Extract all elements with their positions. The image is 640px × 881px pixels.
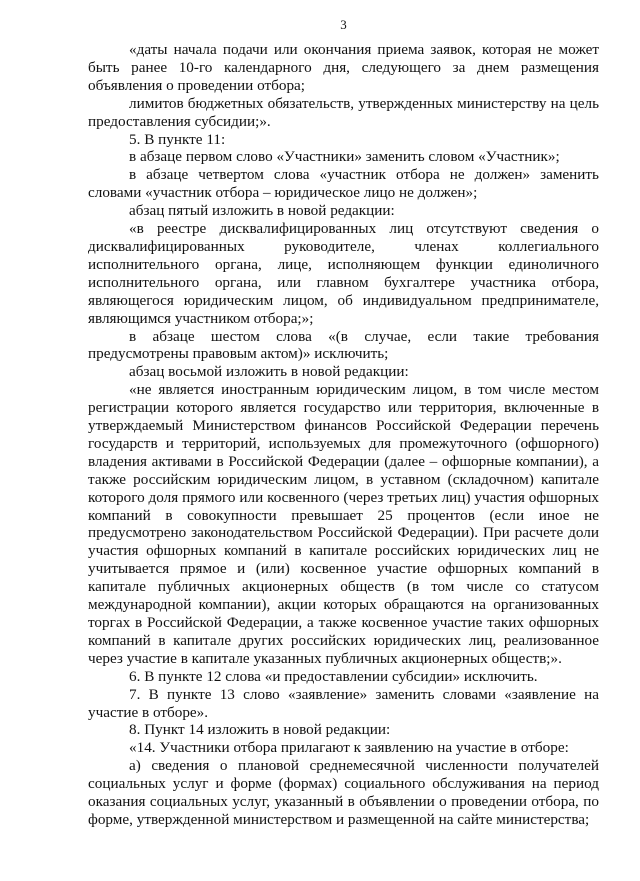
paragraph-2: лимитов бюджетных обязательств, утвержденных министерству на цель предоставления субсидии;».: [88, 94, 599, 130]
paragraph-7: «в реестре дисквалифицированных лиц отсутствуют сведения о дисквалифицированных руководителе, членах коллегиального исполнительного органа, лице, исполняющем функции единоличного исполнительного органа, или главном бухгалтере участника отбора, являющегося юридическим лицом, об индивидуальном предпринимателе, являющимся участником отбора;»;: [88, 220, 599, 327]
paragraph-6: абзац пятый изложить в новой редакции:: [129, 202, 395, 220]
paragraph-3: 5. В пункте 11:: [129, 130, 226, 148]
paragraph-8: в абзаце шестом слова «(в случае, если такие требования предусмотрены правовым актом)» исключить;: [88, 327, 599, 363]
paragraph-15: а) сведения о плановой среднемесячной численности получателей социальных услуг и форме (формах) социального обслуживания на период оказания социальных услуг, указанный в объявлении о проведении отбора, по форме, утвержденной министерством и размещенной на сайте министерства;: [88, 757, 599, 828]
paragraph-10: «не является иностранным юридическим лицом, в том числе местом регистрации которого является государство или территория, включенные в утверждаемый Министерством финансов Российской Федерации перечень государств и территорий, используемых для промежуточного (офшорного) владения активами в Российской Федерации (далее – офшорные компании), а также российским юридическим лицом, в уставном (складочном) капитале которого доля прямого или косвенного (через третьих лиц) участия офшорных компаний в совокупности превышает 25 процентов (если иное не предусмотрено законодательством Российской Федерации). При расчете доли участия офшорных компаний в капитале российских юридических лиц не учитывается прямое и (или) косвенное участие офшорных компаний в капитале публичных акционерных обществ (в том числе со статусом международной компании), акции которых обращаются на организованных торгах в Российской Федерации, а также косвенное участие таких офшорных компаний в капитале других российских юридических лиц, реализованное через участие в капитале указанных публичных акционерных обществ;».: [88, 381, 599, 667]
paragraph-14: «14. Участники отбора прилагают к заявлению на участие в отборе:: [129, 739, 569, 757]
paragraph-13: 8. Пункт 14 изложить в новой редакции:: [129, 721, 391, 739]
paragraph-11: 6. В пункте 12 слова «и предоставлении субсидии» исключить.: [129, 667, 538, 685]
paragraph-1: «даты начала подачи или окончания приема заявок, которая не может быть ранее 10-го календарного дня, следующего за днем размещения объявления о проведении отбора;: [88, 41, 599, 94]
paragraph-5: в абзаце четвертом слова «участник отбора не должен» заменить словами «участник отбора – юридическое лицо не должен»;: [88, 166, 599, 202]
document-body: [88, 41, 599, 829]
paragraph-9: абзац восьмой изложить в новой редакции:: [129, 363, 409, 381]
paragraph-12: 7. В пункте 13 слово «заявление» заменить словами «заявление на участие в отборе».: [88, 685, 599, 721]
page-number: 3: [340, 17, 347, 32]
paragraph-4: в абзаце первом слово «Участники» заменить словом «Участник»;: [129, 148, 560, 166]
